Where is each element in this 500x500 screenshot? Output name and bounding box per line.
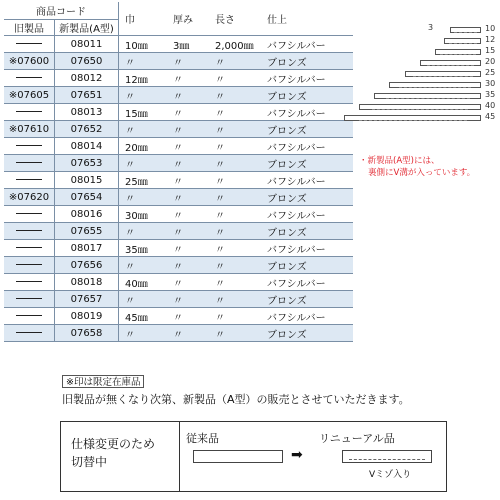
cell-width: 〃 xyxy=(119,155,170,172)
header-thickness: 厚み xyxy=(169,2,211,36)
cell-width: 30㎜ xyxy=(119,206,170,223)
old-product-sample xyxy=(193,450,283,463)
cell-width: 45㎜ xyxy=(119,308,170,325)
spec-change-title xyxy=(71,435,181,471)
cell-thickness: 〃 xyxy=(169,325,211,342)
cell-thickness: 〃 xyxy=(169,121,211,138)
cell-width: 35㎜ xyxy=(119,240,170,257)
cell-thickness: 〃 xyxy=(169,138,211,155)
cell-new-code: 07650 xyxy=(55,53,119,70)
cell-thickness: 〃 xyxy=(169,70,211,87)
cell-length: 〃 xyxy=(211,172,263,189)
profile-groove xyxy=(454,32,477,33)
cell-thickness: 3㎜ xyxy=(169,36,211,53)
header-code-group: 商品コード xyxy=(4,2,119,20)
new-product-label: リニューアル品 xyxy=(319,432,395,445)
cell-finish: バフシルバー xyxy=(263,36,353,53)
cell-width: 〃 xyxy=(119,53,170,70)
table-row xyxy=(4,325,353,342)
profile-groove xyxy=(427,65,474,66)
cell-length: 〃 xyxy=(211,104,263,121)
cell-width: 25㎜ xyxy=(119,172,170,189)
table-row xyxy=(4,308,353,325)
profile-width-label: 30 xyxy=(485,79,496,88)
cell-length: 〃 xyxy=(211,155,263,172)
profile-width-label: 45 xyxy=(485,112,496,121)
cell-thickness: 〃 xyxy=(169,155,211,172)
table-row xyxy=(4,172,353,189)
profile-groove xyxy=(413,76,472,77)
cell-old-code: ※07610 xyxy=(4,121,55,138)
dash-mark xyxy=(16,230,42,231)
cell-width: 〃 xyxy=(119,189,170,206)
cell-thickness: 〃 xyxy=(169,240,211,257)
new-product-caption: Vミゾ入り xyxy=(369,470,412,480)
cell-length: 〃 xyxy=(211,291,263,308)
cell-new-code: 07656 xyxy=(55,257,119,274)
profile-bar xyxy=(420,60,481,66)
cell-width: 〃 xyxy=(119,257,170,274)
cell-thickness: 〃 xyxy=(169,53,211,70)
profile-groove xyxy=(386,98,470,99)
profile-width-label: 35 xyxy=(485,90,496,99)
profile-bar xyxy=(344,115,481,121)
spec-change-title-line1: 仕様変更のため xyxy=(71,437,156,451)
table-row xyxy=(4,257,353,274)
cell-thickness: 〃 xyxy=(169,257,211,274)
cell-new-code: 08011 xyxy=(55,36,119,53)
profile-groove xyxy=(372,109,468,110)
header-new: 新製品(A型) xyxy=(55,20,119,36)
dash-mark xyxy=(16,281,42,282)
profile-bar xyxy=(435,49,481,55)
cell-thickness: 〃 xyxy=(169,172,211,189)
cell-width: 〃 xyxy=(119,121,170,138)
cell-finish: バフシルバー xyxy=(263,70,353,87)
cell-finish: バフシルバー xyxy=(263,240,353,257)
cell-new-code: 08017 xyxy=(55,240,119,257)
profile-note-line2: 裏側にV溝が入っています。 xyxy=(368,168,476,178)
table-row xyxy=(4,240,353,257)
cell-thickness: 〃 xyxy=(169,87,211,104)
cell-width: 20㎜ xyxy=(119,138,170,155)
cell-width: 〃 xyxy=(119,325,170,342)
profile-width-label: 20 xyxy=(485,57,496,66)
dash-mark xyxy=(16,179,42,180)
profile-width-label: 10 xyxy=(485,24,496,33)
header-length: 長さ xyxy=(211,2,263,36)
cell-old-code xyxy=(4,172,55,189)
cell-thickness: 〃 xyxy=(169,308,211,325)
cell-width: 〃 xyxy=(119,87,170,104)
profile-bar xyxy=(444,38,481,44)
cell-length: 〃 xyxy=(211,308,263,325)
divider xyxy=(179,422,180,491)
profile-bar xyxy=(450,27,481,33)
old-product-label: 従来品 xyxy=(186,432,219,445)
cell-finish: ブロンズ xyxy=(263,189,353,206)
cell-new-code: 07651 xyxy=(55,87,119,104)
thickness-label: 3 xyxy=(428,23,434,32)
profile-groove xyxy=(449,43,477,44)
cell-length: 〃 xyxy=(211,121,263,138)
cell-finish: ブロンズ xyxy=(263,257,353,274)
cell-new-code: 07655 xyxy=(55,223,119,240)
cell-thickness: 〃 xyxy=(169,274,211,291)
profile-groove xyxy=(440,54,475,55)
cell-old-code: ※07620 xyxy=(4,189,55,206)
cell-new-code: 08019 xyxy=(55,308,119,325)
cell-old-code: ※07600 xyxy=(4,53,55,70)
profile-width-label: 12 xyxy=(485,35,496,44)
cell-finish: バフシルバー xyxy=(263,104,353,121)
cell-finish: ブロンズ xyxy=(263,121,353,138)
profile-groove xyxy=(399,87,471,88)
header-finish: 仕上 xyxy=(263,2,353,36)
cell-width: 〃 xyxy=(119,291,170,308)
cell-finish: バフシルバー xyxy=(263,274,353,291)
v-groove-line xyxy=(349,459,425,460)
cell-width: 〃 xyxy=(119,223,170,240)
cell-width: 10㎜ xyxy=(119,36,170,53)
cell-length: 〃 xyxy=(211,240,263,257)
profile-bar xyxy=(405,71,481,77)
cell-thickness: 〃 xyxy=(169,223,211,240)
new-product-sample xyxy=(342,450,432,463)
cell-new-code: 08016 xyxy=(55,206,119,223)
profile-width-label: 25 xyxy=(485,68,496,77)
dash-mark xyxy=(16,247,42,248)
cell-new-code: 08014 xyxy=(55,138,119,155)
spec-change-box xyxy=(60,421,447,492)
header-old: 旧製品 xyxy=(4,20,55,36)
replacement-note: 旧製品が無くなり次第、新製品（A型）の販売とさせていただきます。 xyxy=(62,393,410,406)
cell-old-code xyxy=(4,257,55,274)
dash-mark xyxy=(16,264,42,265)
cell-thickness: 〃 xyxy=(169,291,211,308)
table-row xyxy=(4,189,353,206)
cell-new-code: 07657 xyxy=(55,291,119,308)
dash-mark xyxy=(16,213,42,214)
table-row xyxy=(4,206,353,223)
cell-finish: バフシルバー xyxy=(263,172,353,189)
dash-mark xyxy=(16,162,42,163)
cell-width: 12㎜ xyxy=(119,70,170,87)
limited-stock-note: ※印は限定在庫品 xyxy=(62,375,144,388)
cell-finish: バフシルバー xyxy=(263,308,353,325)
cell-finish: ブロンズ xyxy=(263,223,353,240)
cell-length: 〃 xyxy=(211,274,263,291)
cell-old-code xyxy=(4,308,55,325)
profile-width-label: 15 xyxy=(485,46,496,55)
cell-new-code: 08018 xyxy=(55,274,119,291)
cell-old-code xyxy=(4,291,55,308)
profile-note-line1: ・新製品(A型)には、 xyxy=(359,156,440,166)
profile-bar xyxy=(359,104,481,110)
cell-new-code: 07654 xyxy=(55,189,119,206)
cell-old-code xyxy=(4,206,55,223)
profile-diagram xyxy=(0,0,500,160)
cell-thickness: 〃 xyxy=(169,206,211,223)
cell-new-code: 08012 xyxy=(55,70,119,87)
cell-new-code: 07653 xyxy=(55,155,119,172)
cell-thickness: 〃 xyxy=(169,189,211,206)
cell-finish: ブロンズ xyxy=(263,325,353,342)
cell-new-code: 08013 xyxy=(55,104,119,121)
cell-new-code: 07658 xyxy=(55,325,119,342)
cell-new-code: 08015 xyxy=(55,172,119,189)
cell-length: 〃 xyxy=(211,189,263,206)
cell-old-code: ※07605 xyxy=(4,87,55,104)
cell-length: 〃 xyxy=(211,223,263,240)
cell-finish: バフシルバー xyxy=(263,206,353,223)
cell-length: 〃 xyxy=(211,87,263,104)
cell-width: 40㎜ xyxy=(119,274,170,291)
arrow-right-icon: ➡ xyxy=(291,447,303,463)
cell-old-code xyxy=(4,325,55,342)
cell-finish: ブロンズ xyxy=(263,87,353,104)
cell-width: 15㎜ xyxy=(119,104,170,121)
cell-finish: バフシルバー xyxy=(263,138,353,155)
dash-mark xyxy=(16,332,42,333)
cell-new-code: 07652 xyxy=(55,121,119,138)
profile-groove xyxy=(359,120,467,121)
cell-length: 〃 xyxy=(211,70,263,87)
table-row xyxy=(4,291,353,308)
table-row xyxy=(4,223,353,240)
cell-thickness: 〃 xyxy=(169,104,211,121)
spec-change-title-line2: 切替中 xyxy=(71,455,108,469)
cell-length: 2,000㎜ xyxy=(211,36,263,53)
cell-length: 〃 xyxy=(211,206,263,223)
table-row xyxy=(4,274,353,291)
dash-mark xyxy=(16,315,42,316)
profile-bar xyxy=(389,82,481,88)
cell-length: 〃 xyxy=(211,325,263,342)
cell-finish: ブロンズ xyxy=(263,155,353,172)
cell-old-code xyxy=(4,274,55,291)
cell-old-code xyxy=(4,223,55,240)
cell-finish: ブロンズ xyxy=(263,53,353,70)
cell-finish: ブロンズ xyxy=(263,291,353,308)
cell-old-code xyxy=(4,240,55,257)
cell-length: 〃 xyxy=(211,257,263,274)
profile-note xyxy=(359,155,475,179)
header-width: 巾 xyxy=(119,2,170,36)
profile-bar xyxy=(374,93,481,99)
cell-length: 〃 xyxy=(211,138,263,155)
profile-width-label: 40 xyxy=(485,101,496,110)
cell-length: 〃 xyxy=(211,53,263,70)
dash-mark xyxy=(16,298,42,299)
